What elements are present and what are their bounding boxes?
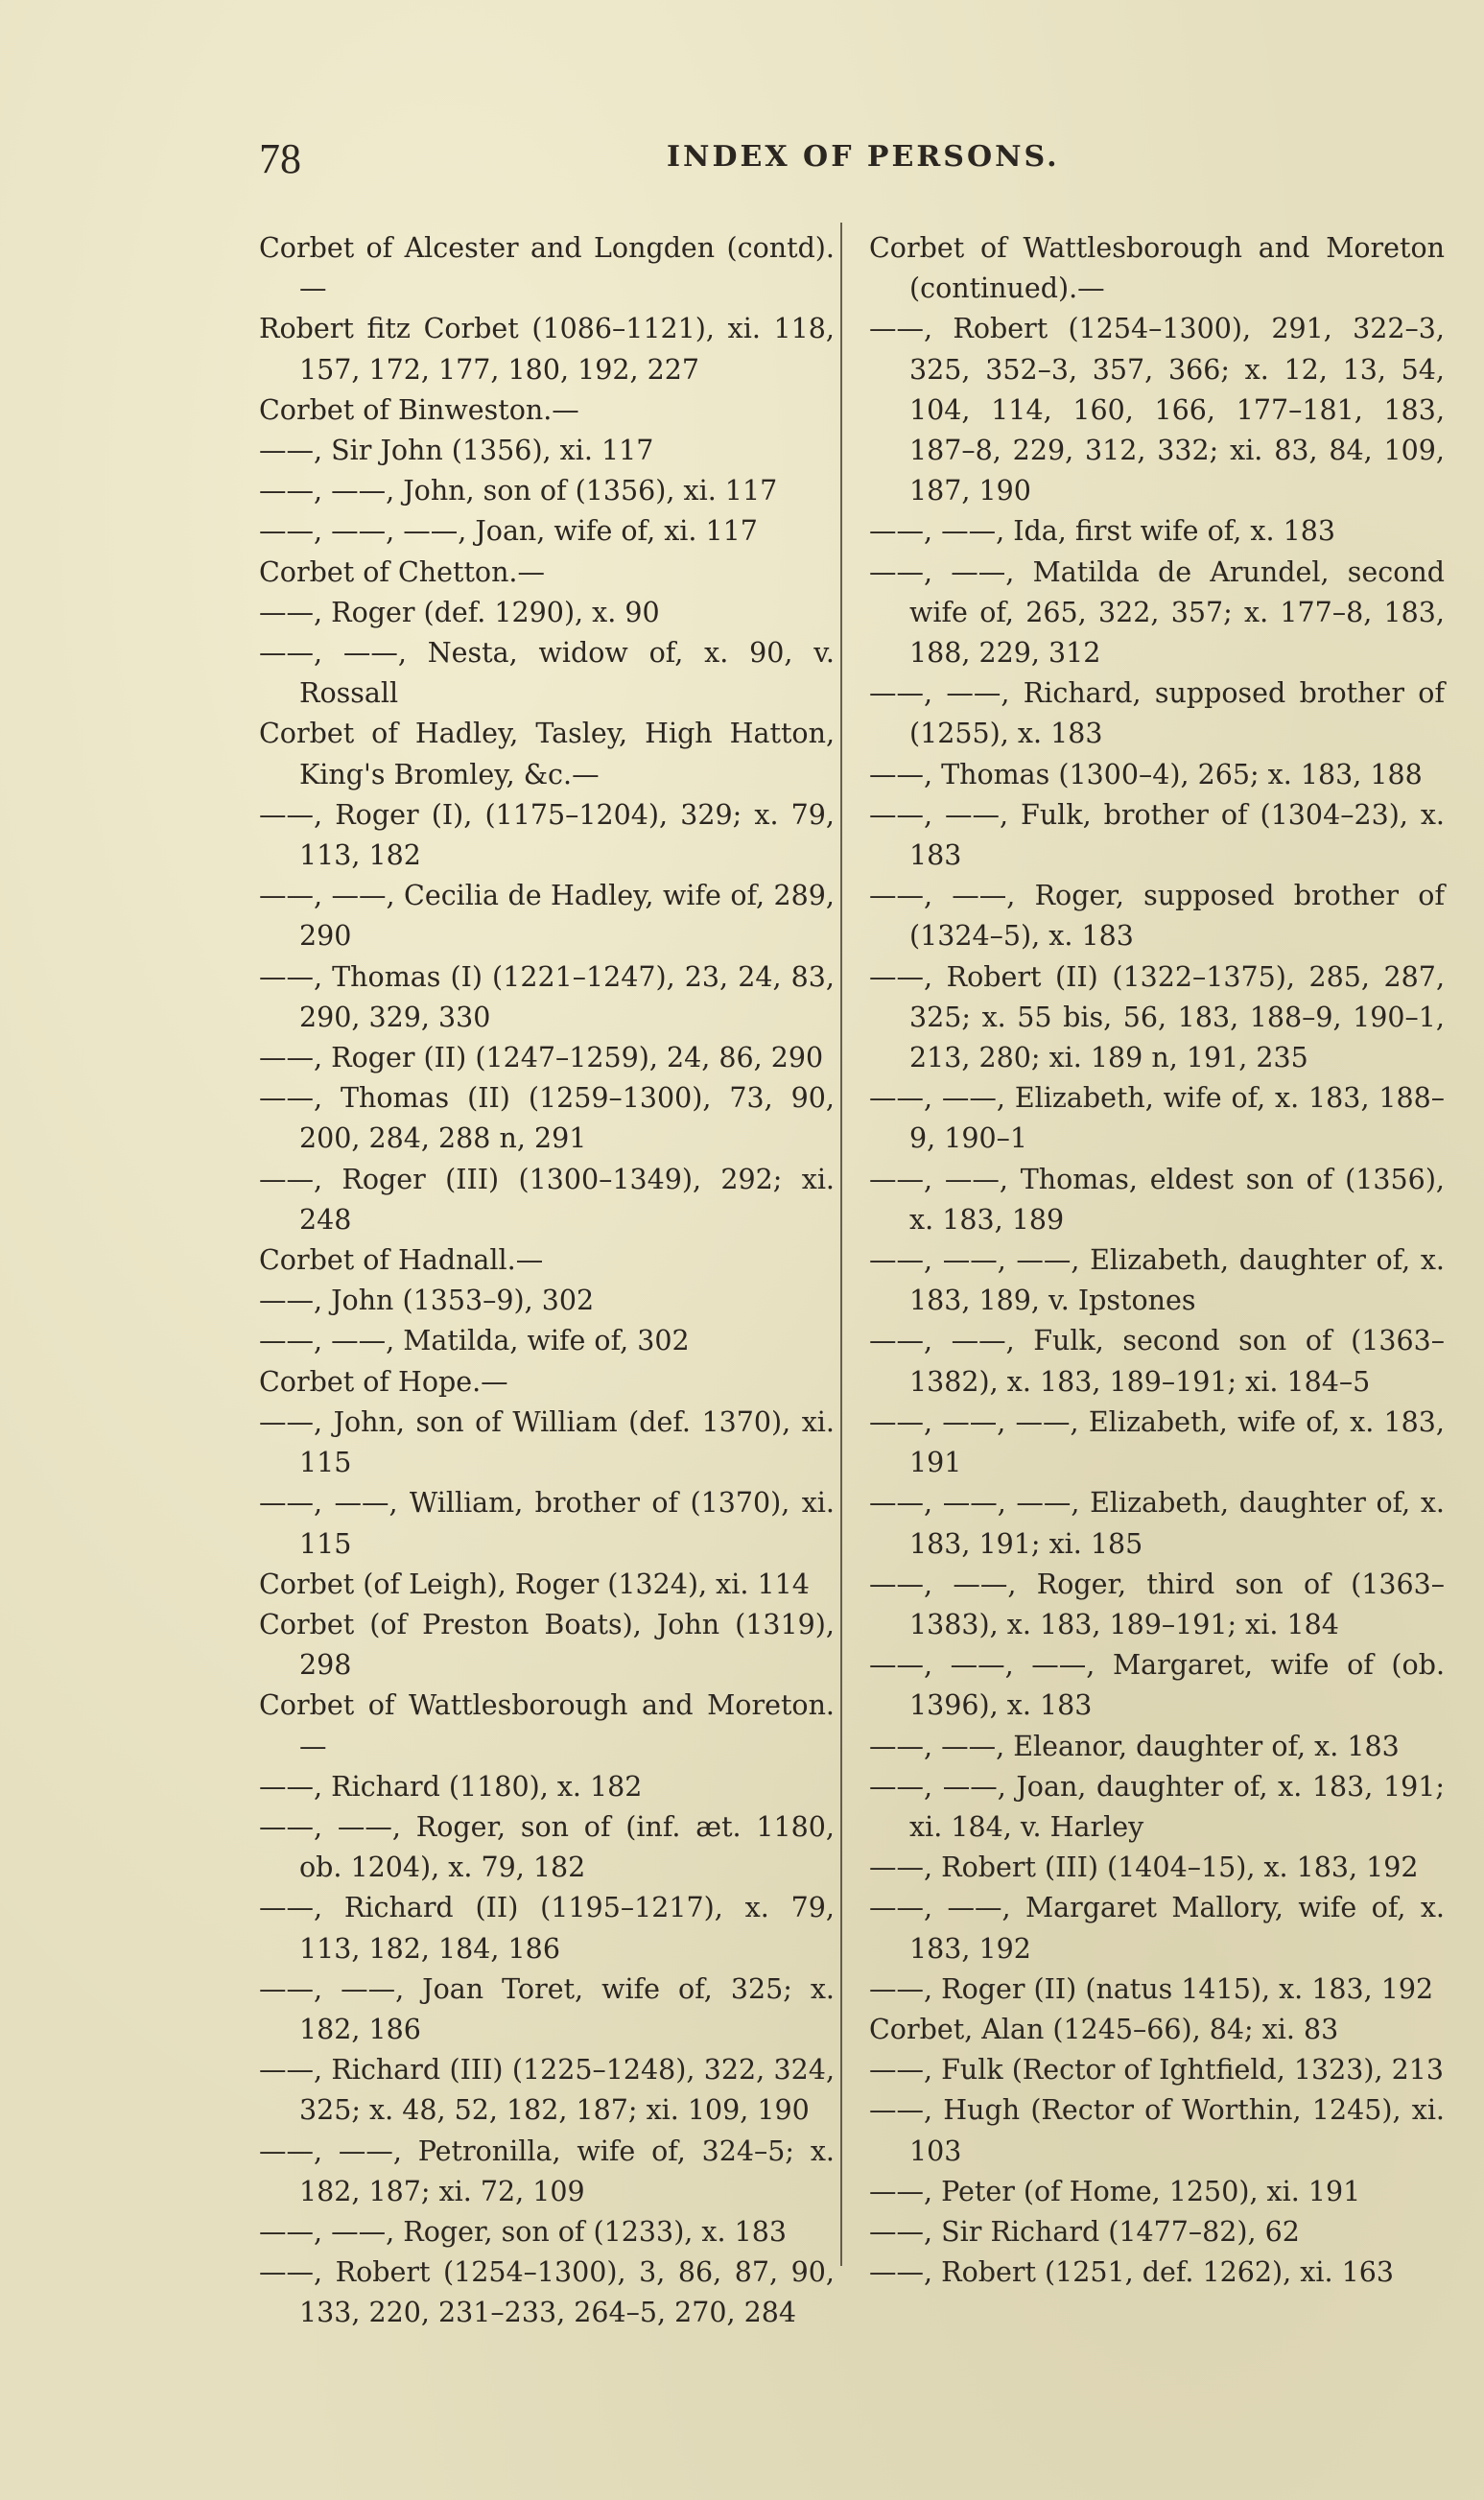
- index-entry: Corbet of Wattlesborough and Moreton (continued).—: [869, 232, 1445, 305]
- index-entry: ——, Robert (1254–1300), 3, 86, 87, 90, 133, 220, 231–233, 264–5, 270, 284: [259, 2256, 835, 2329]
- index-entry: ——, ——, Petronilla, wife of, 324–5; x. 182, 187; xi. 72, 109: [259, 2134, 835, 2207]
- index-entry: ——, ——, Roger, third son of (1363–1383), x. 183, 189–191; xi. 184: [869, 1568, 1445, 1640]
- index-entry: ——, ——, Richard, supposed brother of (1255), x. 183: [869, 677, 1445, 750]
- index-entry: ——, ——, Fulk, second son of (1363–1382), x. 183, 189–191; xi. 184–5: [869, 1325, 1445, 1398]
- index-entry: Corbet of Chetton.—: [259, 555, 545, 588]
- index-column-left: [259, 228, 835, 2334]
- running-title: INDEX OF PERSONS.: [667, 140, 1060, 174]
- index-entry: ——, ——, ——, Elizabeth, daughter of, x. 183, 189, v. Ipstones: [869, 1244, 1445, 1317]
- index-entry: ——, ——, Ida, first wife of, x. 183: [869, 515, 1336, 548]
- index-entry: Corbet (of Preston Boats), John (1319), 298: [259, 1608, 835, 1682]
- index-entry: ——, Robert (1254–1300), 291, 322–3, 325, 352–3, 357, 366; x. 12, 13, 54, 104, 114, 160, 166, 177–181, 183, 187–8, 229, 312, 332; xi. 83, 84, 109, 187, 190: [869, 313, 1445, 507]
- index-entry: ——, ——, Matilda, wife of, 302: [259, 1325, 690, 1357]
- index-entry: ——, ——, ——, Joan, wife of, xi. 117: [259, 515, 758, 548]
- index-entry: ——, ——, William, brother of (1370), xi. 115: [259, 1487, 835, 1560]
- index-entry: ——, Roger (def. 1290), x. 90: [259, 596, 660, 628]
- index-entry: ——, Robert (III) (1404–15), x. 183, 192: [869, 1851, 1419, 1884]
- index-entry: ——, Roger (II) (natus 1415), x. 183, 192: [869, 1972, 1434, 2005]
- page-number: 78: [259, 135, 301, 182]
- index-entry: Robert fitz Corbet (1086–1121), xi. 118, 157, 172, 177, 180, 192, 227: [259, 313, 835, 386]
- index-entry: ——, ——, ——, Elizabeth, wife of, x. 183, 191: [869, 1405, 1445, 1479]
- index-entry: ——, ——, Roger, son of (1233), x. 183: [259, 2215, 788, 2248]
- index-entry: ——, ——, Roger, son of (inf. æt. 1180, ob. 1204), x. 79, 182: [259, 1810, 835, 1884]
- index-entry: ——, Thomas (I) (1221–1247), 23, 24, 83, 290, 329, 330: [259, 960, 835, 1033]
- index-entry: ——, John (1353–9), 302: [259, 1285, 595, 1317]
- index-entry: ——, ——, Joan Toret, wife of, 325; x. 182, 186: [259, 1972, 835, 2045]
- index-entry: Corbet (of Leigh), Roger (1324), xi. 114: [259, 1568, 810, 1600]
- index-entry: Corbet, Alan (1245–66), 84; xi. 83: [869, 2013, 1339, 2045]
- index-entry: ——, Hugh (Rector of Worthin, 1245), xi. 103: [869, 2094, 1445, 2167]
- index-entry: ——, Richard (II) (1195–1217), x. 79, 113, 182, 184, 186: [259, 1892, 835, 1965]
- index-entry: ——, Robert (1251, def. 1262), xi. 163: [869, 2256, 1394, 2289]
- index-entry: ——, ——, Nesta, widow of, x. 90, v. Rossall: [259, 637, 835, 710]
- index-entry: Corbet of Hope.—: [259, 1365, 508, 1398]
- index-entry: Corbet of Hadley, Tasley, High Hatton, King's Bromley, &c.—: [259, 718, 835, 790]
- index-entry: ——, ——, Margaret Mallory, wife of, x. 183, 192: [869, 1892, 1445, 1965]
- index-entry: ——, Peter (of Home, 1250), xi. 191: [869, 2175, 1361, 2207]
- index-entry: ——, ——, John, son of (1356), xi. 117: [259, 475, 778, 507]
- column-divider: [840, 223, 842, 2266]
- index-entry: ——, Roger (I), (1175–1204), 329; x. 79, 113, 182: [259, 798, 835, 872]
- index-entry: ——, ——, ——, Elizabeth, daughter of, x. 183, 191; xi. 185: [869, 1487, 1445, 1560]
- index-entry: ——, ——, Roger, supposed brother of (1324–5), x. 183: [869, 880, 1445, 953]
- index-entry: ——, ——, ——, Margaret, wife of (ob. 1396), x. 183: [869, 1649, 1445, 1722]
- index-entry: Corbet of Alcester and Longden (contd).—: [259, 232, 835, 305]
- index-entry: ——, ——, Fulk, brother of (1304–23), x. 183: [869, 798, 1445, 872]
- index-entry: ——, Fulk (Rector of Ightfield, 1323), 213: [869, 2054, 1444, 2087]
- index-entry: ——, ——, Elizabeth, wife of, x. 183, 188–9, 190–1: [869, 1082, 1445, 1155]
- index-entry: ——, Sir Richard (1477–82), 62: [869, 2215, 1300, 2248]
- index-entry: ——, Roger (III) (1300–1349), 292; xi. 248: [259, 1163, 835, 1236]
- index-entry: ——, ——, Joan, daughter of, x. 183, 191; xi. 184, v. Harley: [869, 1770, 1445, 1843]
- index-entry: ——, Thomas (1300–4), 265; x. 183, 188: [869, 758, 1423, 790]
- index-entry: ——, Robert (II) (1322–1375), 285, 287, 325; x. 55 bis, 56, 183, 188–9, 190–1, 213, 280; xi. 189 n, 191, 235: [869, 960, 1445, 1074]
- index-entry: Corbet of Wattlesborough and Moreton.—: [259, 1689, 835, 1762]
- index-entry: ——, John, son of William (def. 1370), xi. 115: [259, 1405, 835, 1479]
- index-entry: ——, Roger (II) (1247–1259), 24, 86, 290: [259, 1042, 824, 1074]
- index-entry: ——, ——, Cecilia de Hadley, wife of, 289, 290: [259, 880, 835, 953]
- index-entry: ——, Sir John (1356), xi. 117: [259, 435, 654, 467]
- index-entry: ——, ——, Thomas, eldest son of (1356), x. 183, 189: [869, 1163, 1445, 1236]
- page-header: [259, 134, 1449, 182]
- index-column-right: [869, 228, 1445, 2293]
- index-entry: Corbet of Hadnall.—: [259, 1244, 544, 1277]
- index-entry: ——, Richard (1180), x. 182: [259, 1770, 643, 1803]
- index-entry: ——, Richard (III) (1225–1248), 322, 324, 325; x. 48, 52, 182, 187; xi. 109, 190: [259, 2054, 835, 2127]
- index-entry: ——, ——, Eleanor, daughter of, x. 183: [869, 1730, 1400, 1762]
- index-entry: ——, ——, Matilda de Arundel, second wife of, 265, 322, 357; x. 177–8, 183, 188, 229, 312: [869, 555, 1445, 670]
- index-entry: ——, Thomas (II) (1259–1300), 73, 90, 200, 284, 288 n, 291: [259, 1082, 835, 1155]
- index-entry: Corbet of Binweston.—: [259, 393, 579, 426]
